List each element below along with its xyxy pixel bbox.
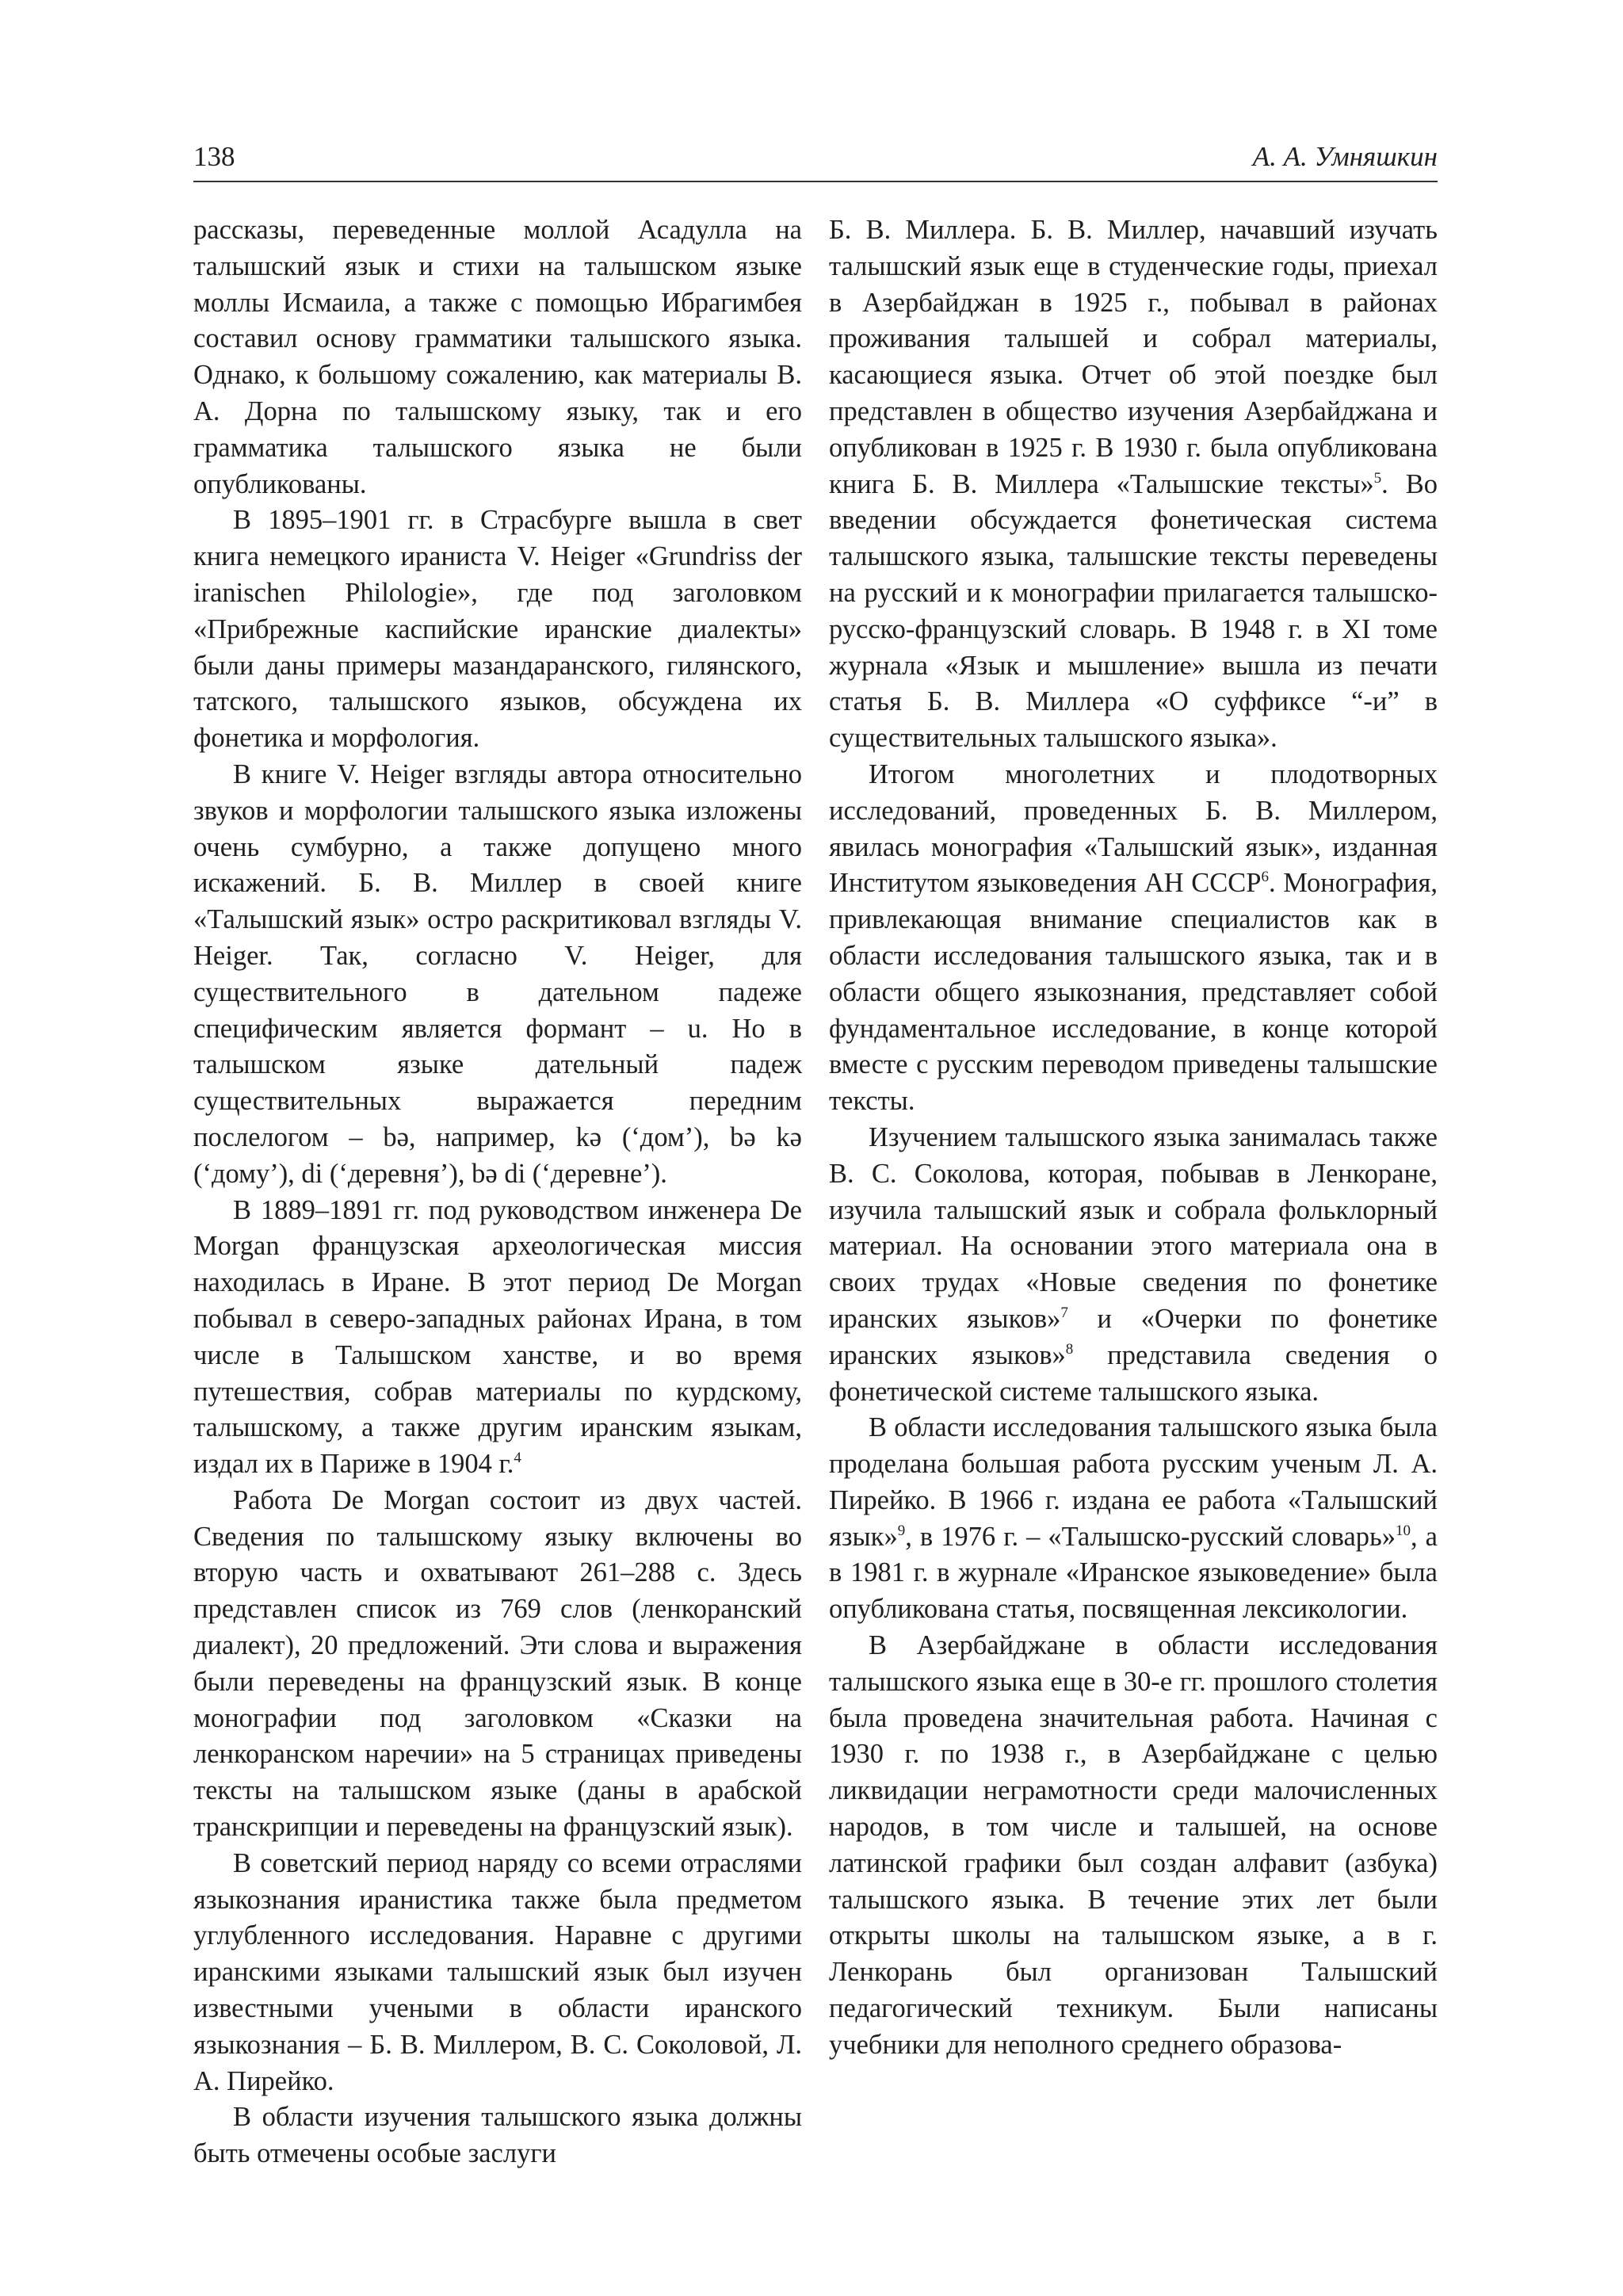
footnote-marker: 9 [897, 1522, 906, 1539]
paragraph [829, 1120, 1438, 1410]
paragraph-text: В области исследования талышского языка была проделана большая работа русским ученым Л. А. Пирейко. В 1966 г. издана ее работа «Талышский язык» [829, 1412, 1438, 1552]
paragraph-text: Б. В. Миллера. Б. В. Миллер, начавший изучать талышский язык еще в студенческие годы, приехал в Азербайджан в 1925 г., побывал в районах проживания талышей и собрал материалы, касающиеся языка. Отчет об этой поездке был представлен в общество изучения Азербайджана и опубликован в 1925 г. В 1930 г. была опубликована книга Б. В. Миллера «Талышские тексты» [829, 215, 1438, 499]
paragraph-text: . Во введении обсуждается фонетическая система талышского языка, талышские тексты переведены на русский и к монографии прилагается талышско-русско-французский словарь. В 1948 г. в XI томе журнала «Язык и мышление» вышла из печати статья Б. В. Миллера «О суффиксе “-и” в существительных талышского языка». [829, 468, 1438, 754]
paragraph: В советский период наряду со всеми отраслями языкознания иранистика также была предметом углубленного исследования. Наравне с другими иранскими языками талышский язык был изучен известными учеными в области иранского языкознания – Б. В. Миллером, В. С. Соколовой, Л. А. Пирейко. [193, 1847, 802, 2096]
footnote-marker: 8 [1065, 1340, 1074, 1358]
paragraph [193, 1193, 802, 1483]
paragraph: В 1895–1901 гг. в Страсбурге вышла в свет книга немецкого ираниста V. Heiger «Grundriss der iranischen Philologie», где под заголовком «Прибрежные каспийские иранские диалекты» были даны примеры мазандаранского, гилянского, татского, талышского языков, обсуждена их фонетика и морфология. [193, 505, 802, 754]
paragraph-text: Изучением талышского языка занималась также В. С. Соколова, которая, побывав в Ленкоране, изучила талышский язык и собрала фольклорный материал. На основании этого материала она в своих трудах «Новые сведения по фонетике иранских языков» [829, 1121, 1438, 1334]
paragraph-text: и «Очерки по фонетике иранских языков» [829, 1303, 1438, 1370]
footnote-marker: 6 [1261, 869, 1269, 886]
footnote-marker: 5 [1373, 469, 1382, 487]
paragraph: Работа De Morgan состоит из двух частей. Сведения по талышскому языку включены во вторую часть и охватывают 261–288 с. Здесь представлен список из 769 слов (ленкоранский диалект), 20 предложений. Эти слова и выражения были переведены на французский язык. В конце монографии под заголовком «Сказки на ленкоранском наречии» на 5 страницах приведены тексты на талышском языке (даны в арабской транскрипции и переведены на французский язык). [193, 1484, 802, 1843]
footnote-marker: 4 [514, 1450, 521, 1467]
left-column [193, 212, 802, 2172]
paragraph: В области изучения талышского языка должны быть отмечены особые заслуги [193, 2102, 802, 2169]
paragraph [829, 212, 1438, 757]
paragraph: рассказы, переведенные моллой Асадулла на талышский язык и стихи на талышском языке моллы Исмаила, а также с помощью Ибрагимбея составил основу грамматики талышского языка. Однако, к большому сожалению, как материалы В. А. Дорна по талышскому языку, так и его грамматика талышского языка не были опубликованы. [193, 215, 802, 499]
paragraph-text: представила сведения о фонетической системе талышского языка. [829, 1339, 1438, 1407]
paragraph: В книге V. Heiger взгляды автора относительно звуков и морфологии талышского языка изложены очень сумбурно, а также допущено много искажений. Б. В. Миллер в своей книге «Талышский язык» остро раскритиковал взгляды V. Heiger. Так, согласно V. Heiger, для существительного в дательном падеже специфическим является формант – u. Но в талышском языке дательный падеж существительных выражается передним послелогом – bə, например, kə (‘дом’), bə kə (‘дому’), di (‘деревня’), bə di (‘деревне’). [193, 758, 802, 1189]
paragraph-text: , в 1976 г. – «Талышско-русский словарь» [905, 1521, 1396, 1552]
footnote-marker: 7 [1060, 1304, 1068, 1321]
page-number: 138 [193, 141, 235, 172]
paragraph [829, 1410, 1438, 1628]
paragraph-text: Итогом многолетних и плодотворных исследований, проведенных Б. В. Миллером, явилась монография «Талышский язык», изданная Институтом языковедения АН СССР [829, 758, 1438, 899]
paragraph-text: . Монография, привлекающая внимание специалистов как в области исследования талышского языка, так и в области общего языкознания, представляет собой фундаментальное исследование, в конце которой вместе с русским переводом приведены талышские тексты. [829, 868, 1438, 1117]
running-header [193, 133, 1438, 182]
paragraph-text: В 1889–1891 гг. под руководством инженера De Morgan французская археологическая миссия находилась в Иране. В этот период De Morgan побывал в северо-западных районах Ирана, в том числе в Талышском ханстве, и во время путешествия, собрав материалы по курдскому, талышскому, а также другим иранским языкам, издал их в Париже в 1904 г. [193, 1194, 802, 1480]
right-column [829, 212, 1438, 2064]
running-head-author: А. А. Умняшкин [1252, 141, 1438, 172]
footnote-marker: 10 [1396, 1522, 1411, 1539]
paragraph-text: , а в 1981 г. в журнале «Иранское языковедение» была опубликована статья, посвященная лексикологии. [829, 1521, 1438, 1625]
paragraph: В Азербайджане в области исследования талышского языка еще в 30-е гг. прошлого столетия была проведена значительная работа. Начиная с 1930 г. по 1938 г., в Азербайджане с целью ликвидации неграмотности среди малочисленных народов, в том числе и талышей, на основе латинской графики был создан алфавит (азбука) талышского языка. В течение этих лет были открыты школы на талышском языке, а в г. Ленкорань был организован Талышский педагогический техникум. Были написаны учебники для неполного среднего образова- [829, 1630, 1438, 2060]
paragraph [829, 757, 1438, 1120]
